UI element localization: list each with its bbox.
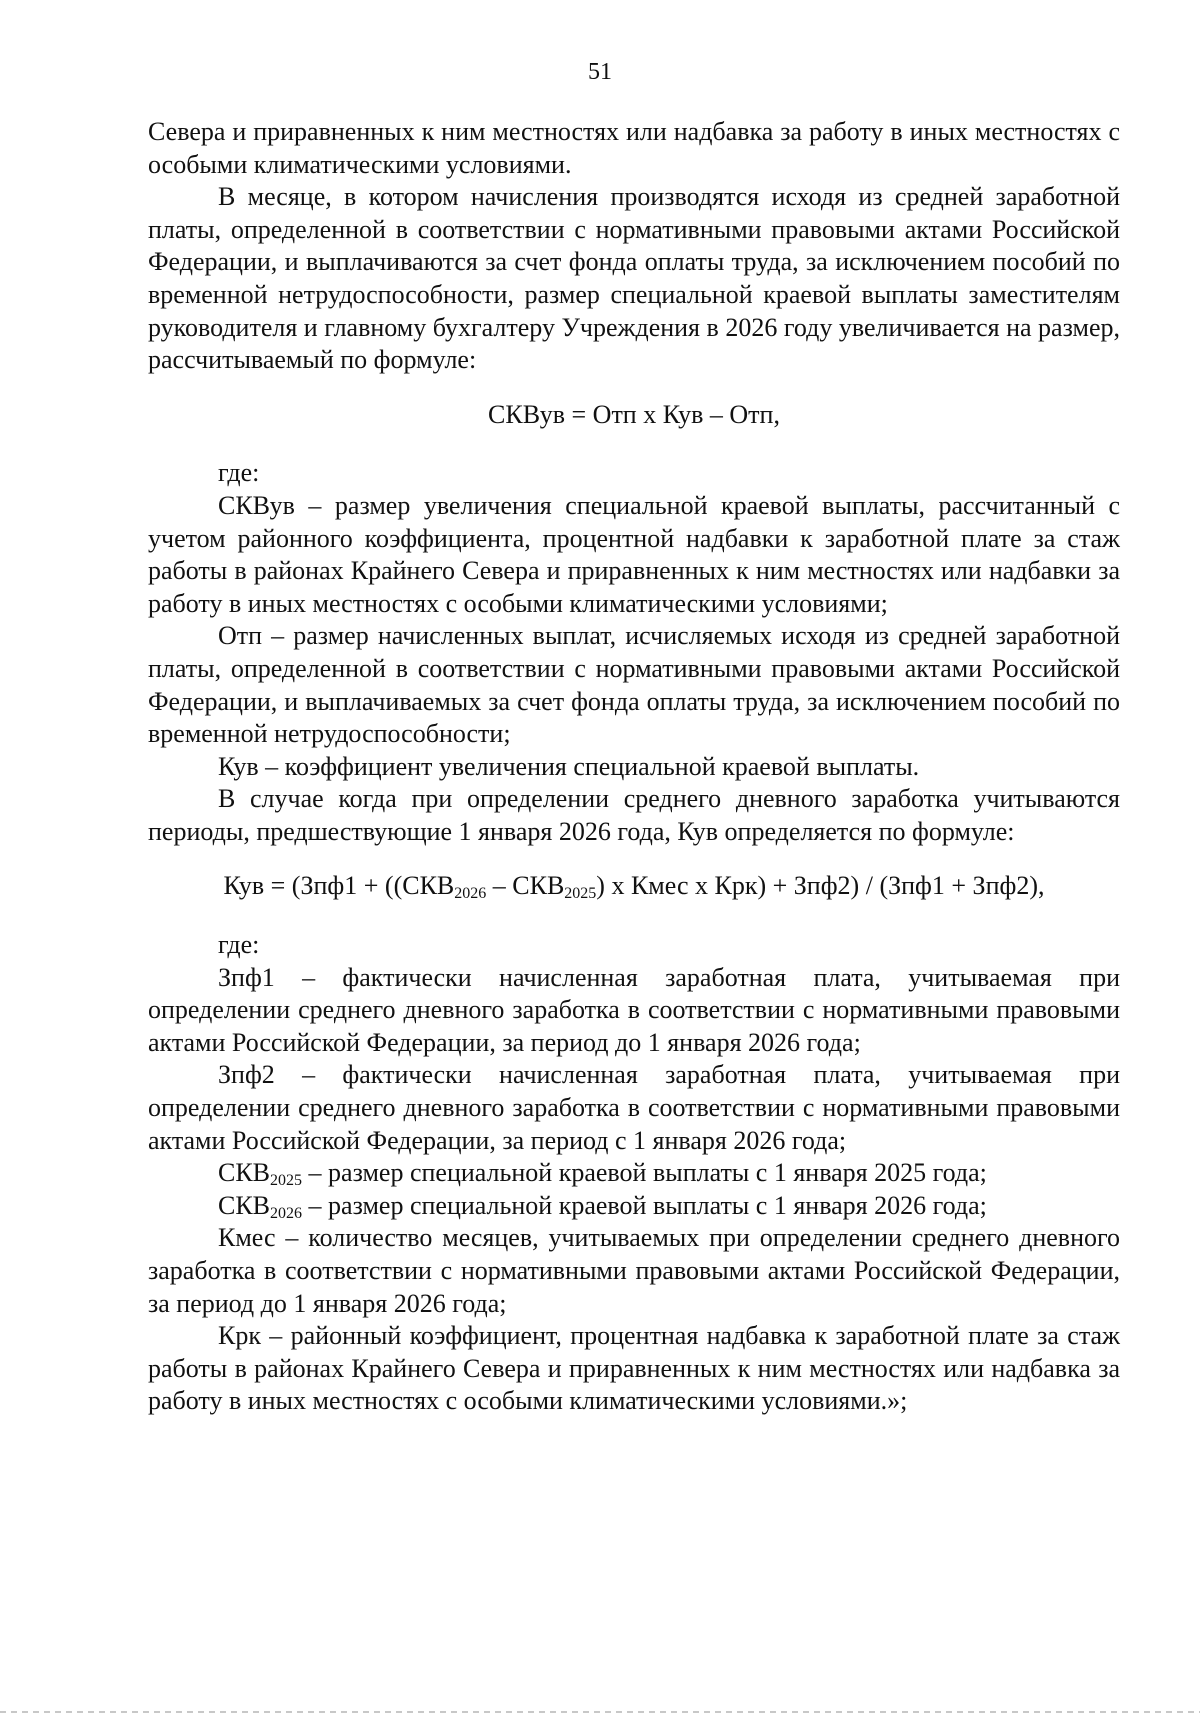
scan-edge-artifact: [0, 1711, 1200, 1713]
definition-skv2025-prefix: СКВ: [218, 1158, 271, 1188]
formula-kuv-part2: – СКВ: [486, 871, 565, 901]
formula-skvuv: СКВув = Отп х Кув – Отп,: [488, 399, 780, 429]
definition-skv2025: [148, 1157, 1120, 1190]
formula-kuv: [148, 870, 1120, 903]
paragraph-continuation: Севера и приравненных к ним местностях или надбавка за работу в иных местностях с особыми климатическими условиями.: [148, 117, 1120, 179]
definition-skv2025-sub: 2025: [270, 1172, 303, 1190]
definition-otp: Отп – размер начисленных выплат, исчисляемых исходя из средней заработной платы, определенной в соответствии с нормативными правовыми актами Российской Федерации, и выплачиваемых за счет фонда оплаты труда, за исключением пособий по временной нетрудоспособности;: [148, 621, 1120, 749]
where-label: где:: [218, 458, 260, 488]
definition-skv2026: [148, 1190, 1120, 1223]
definition-skv2025-rest: – размер специальной краевой выплаты с 1 января 2025 года;: [302, 1158, 987, 1188]
document-body: [148, 116, 1120, 1418]
formula-kuv-part3: ) х Кмес х Крк) + Зпф2) / (Зпф1 + Зпф2),: [596, 871, 1045, 901]
definition-skvuv: СКВув – размер увеличения специальной краевой выплаты, рассчитанный с учетом районного коэффициента, процентной надбавки к заработной плате за стаж работы в районах Крайнего Севера и приравненных к ним местностях или надбавки за работу в иных местностях с особыми климатическими условиями;: [148, 490, 1120, 618]
definition-skv2026-rest: – размер специальной краевой выплаты с 1 января 2026 года;: [302, 1190, 987, 1220]
spacer: [148, 848, 1120, 870]
formula-kuv-part1: Кув = (Зпф1 + ((СКВ: [223, 871, 455, 901]
definition-skv2026-sub: 2026: [270, 1204, 303, 1222]
definition-zpf2: Зпф2 – фактически начисленная заработная плата, учитываемая при определении среднего дневного заработка в соответствии с нормативными правовыми актами Российской Федерации, за период с 1 января 2026 года;: [148, 1060, 1120, 1155]
formula-kuv-sub2: 2025: [564, 885, 597, 903]
formula-kuv-sub1: 2026: [454, 885, 487, 903]
definition-kmes: Кмес – количество месяцев, учитываемых при определении среднего дневного заработка в соответствии с нормативными правовыми актами Российской Федерации, за период до 1 января 2026 года;: [148, 1223, 1120, 1318]
paragraph-case-periods: В случае когда при определении среднего дневного заработка учитываются периоды, предшествующие 1 января 2026 года, Кув определяется по формуле:: [148, 784, 1120, 846]
page-number: 51: [588, 59, 612, 85]
definition-krk: Крк – районный коэффициент, процентная надбавка к заработной плате за стаж работы в районах Крайнего Севера и приравненных к ним местностях или надбавка за работу в иных местностях с особыми климатическими условиями.»;: [148, 1321, 1120, 1416]
definition-skv2026-prefix: СКВ: [218, 1190, 271, 1220]
spacer: [148, 431, 1120, 457]
spacer: [148, 903, 1120, 929]
paragraph-month-calculation: В месяце, в котором начисления производятся исходя из средней заработной платы, определенной в соответствии с нормативными правовыми актами Российской Федерации, и выплачиваются за счет фонда оплаты труда, за исключением пособий по временной нетрудоспособности, размер специальной краевой выплаты заместителям руководителя и главному бухгалтеру Учреждения в 2026 году увеличивается на размер, рассчитываемый по формуле:: [148, 182, 1120, 375]
definition-kuv: Кув – коэффициент увеличения специальной краевой выплаты.: [218, 751, 920, 781]
spacer: [148, 377, 1120, 399]
where-label: где:: [218, 930, 260, 960]
definition-zpf1: Зпф1 – фактически начисленная заработная плата, учитываемая при определении среднего дневного заработка в соответствии с нормативными правовыми актами Российской Федерации, за период до 1 января 2026 года;: [148, 962, 1120, 1057]
